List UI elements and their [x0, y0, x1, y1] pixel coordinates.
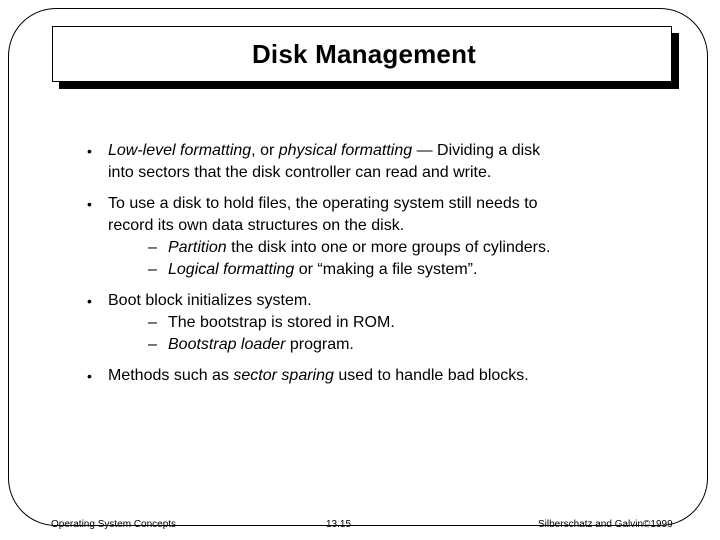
emphasis-text: Low-level formatting: [108, 142, 252, 159]
bullet-icon: •: [87, 143, 92, 159]
title-box: [52, 26, 672, 82]
bullet-item-2: [87, 193, 667, 281]
sub-bullet-text: the disk into one or more groups of cylinders.: [226, 239, 551, 256]
emphasis-text: physical formatting: [278, 142, 413, 159]
bullet-text-line: into sectors that the disk controller can read and write.: [108, 164, 492, 181]
bullet-list: [87, 140, 667, 396]
bullet-text-line: To use a disk to hold files, the operating system still needs to: [108, 195, 538, 212]
bullet-text-part: Methods such as: [108, 367, 234, 384]
sub-bullet-text: program.: [285, 336, 354, 353]
sub-bullet-item: [108, 312, 667, 334]
slide-title: Disk Management: [251, 38, 477, 69]
bullet-text-line: record its own data structures on the disk.: [108, 217, 405, 234]
bullet-text: [108, 365, 667, 387]
bullet-icon: •: [87, 368, 92, 384]
emphasis-text: sector sparing: [233, 367, 334, 384]
footer-page-number: 13.15: [326, 519, 352, 530]
sub-bullet-text: or “making a file system”.: [294, 261, 478, 278]
dash-icon: –: [148, 314, 157, 331]
footer-course-title: Operating System Concepts: [51, 519, 177, 530]
bullet-item-1: [87, 140, 667, 184]
bullet-text-part: , or: [251, 142, 279, 159]
bullet-icon: •: [87, 196, 92, 212]
emphasis-text: Bootstrap loader: [168, 336, 286, 353]
sub-bullet-item: [108, 237, 667, 259]
dash-icon: –: [148, 336, 157, 353]
bullet-text-part: used to handle bad blocks.: [333, 367, 529, 384]
bullet-item-3: [87, 290, 667, 356]
bullet-item-4: [87, 365, 667, 387]
emphasis-text: Partition: [168, 239, 227, 256]
dash-icon: –: [148, 261, 157, 278]
emphasis-text: Logical formatting: [168, 261, 295, 278]
bullet-text-line: Boot block initializes system.: [108, 292, 312, 309]
dash-icon: –: [148, 239, 157, 256]
sub-bullet-item: [108, 334, 667, 356]
sub-bullet-text: The bootstrap is stored in ROM.: [168, 314, 395, 331]
sub-bullet-item: [108, 259, 667, 281]
bullet-text-part: — Dividing a disk: [412, 142, 541, 159]
footer-copyright: Silberschatz and Galvin©1999: [538, 519, 673, 530]
bullet-icon: •: [87, 293, 92, 309]
bullet-text: [108, 140, 667, 162]
